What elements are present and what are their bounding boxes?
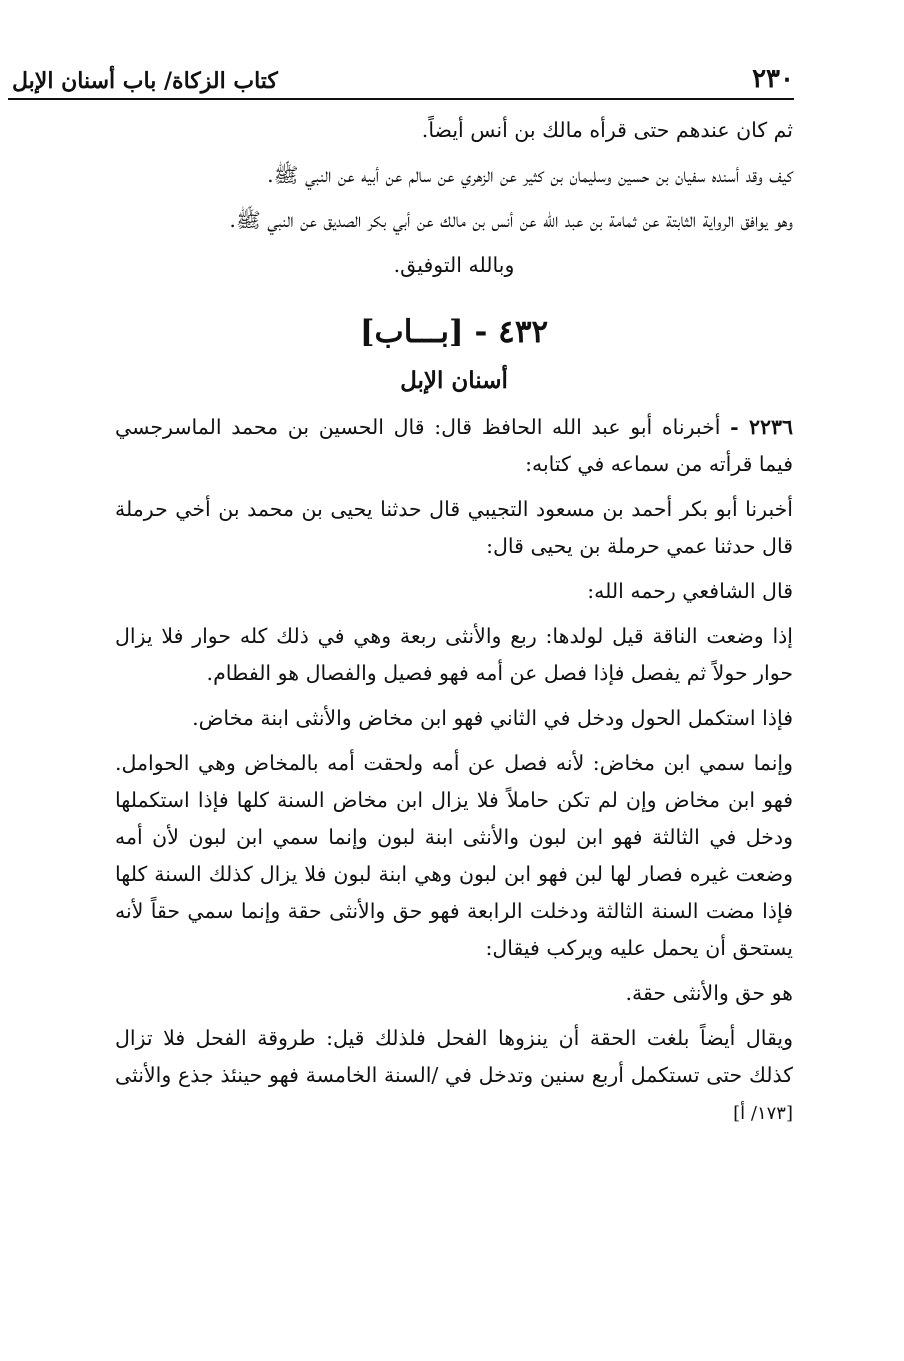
chapter-title: أسنان الإبل bbox=[400, 367, 508, 394]
hadith-number: ٢٢٣٦ - bbox=[730, 415, 793, 439]
closing-formula: وبالله التوفيق. bbox=[393, 253, 515, 277]
paragraph-text: ويقال أيضاً بلغت الحقة أن ينزوها الفحل فلذلك قيل: طروقة الفحل فلا تزال كذلك حتى تستكمل أربع سنين وتدخل في /السنة الخامسة فهو حينئذ جذع والأنثى bbox=[115, 1026, 793, 1087]
header-rule bbox=[8, 98, 794, 100]
paragraph: إذا وضعت الناقة قيل لولدها: ربع والأنثى ربعة وهي في ذلك كله حوار فلا يزال حوار حولاً ثم يفصل فإذا فصل عن أمه فهو فصيل والفصال هو الفطام. bbox=[115, 624, 793, 685]
paragraph: هو حق والأنثى حقة. bbox=[625, 981, 793, 1005]
paragraph: كيف وقد أسنده سفيان بن حسين وسليمان بن كثير عن الزهري عن سالم عن أبيه عن النبي ﷺ. bbox=[267, 163, 793, 187]
paragraph: وهو يوافق الرواية الثابتة عن ثمامة بن عبد الله عن أنس بن مالك عن أبي بكر الصديق عن النبي ﷺ. bbox=[229, 208, 793, 232]
paragraph: ثم كان عندهم حتى قرأه مالك بن أنس أيضاً. bbox=[421, 118, 793, 142]
page-number: ٢٣٠ bbox=[752, 64, 794, 94]
chapter-heading: ٤٣٢ - [بـــاب] bbox=[359, 314, 549, 350]
page-body bbox=[115, 112, 793, 1140]
paragraph: قال الشافعي رحمه الله: bbox=[587, 579, 793, 603]
hadith-isnad bbox=[115, 409, 793, 483]
folio-reference: [١٧٣/ أ] bbox=[733, 1103, 793, 1124]
page-header bbox=[12, 58, 794, 94]
paragraph-with-folio bbox=[115, 1020, 793, 1132]
paragraph: أخبرنا أبو بكر أحمد بن مسعود التجيبي قال حدثنا يحيى بن محمد بن أخي حرملة قال حدثنا عمي حرملة بن يحيى قال: bbox=[115, 497, 793, 558]
isnad-text: أخبرناه أبو عبد الله الحافظ قال: قال الحسين بن محمد الماسرجسي فيما قرأته من سماعه في كتابه: bbox=[115, 415, 793, 476]
paragraph: فإذا استكمل الحول ودخل في الثاني فهو ابن مخاض والأنثى ابنة مخاض. bbox=[192, 706, 793, 730]
paragraph: وإنما سمي ابن مخاض: لأنه فصل عن أمه ولحقت أمه بالمخاض وهي الحوامل. فهو ابن مخاض وإن لم تكن حاملاً فلا يزال ابن مخاض السنة كلها فإذا استكملها ودخل في الثالثة فهو ابن لبون والأنثى ابنة لبون وإنما سمي ابن لبون لأن أمه وضعت غيره فصار لها لبن فهو ابن لبون وهي ابنة لبون فلا يزال كذلك السنة كلها فإذا مضت السنة الثالثة ودخلت الرابعة فهو حق والأنثى حقة وإنما سمي حقاً لأنه يستحق أن يحمل عليه ويركب فيقال: bbox=[115, 751, 793, 960]
running-title: كتاب الزكاة/ باب أسنان الإبل bbox=[12, 68, 278, 94]
